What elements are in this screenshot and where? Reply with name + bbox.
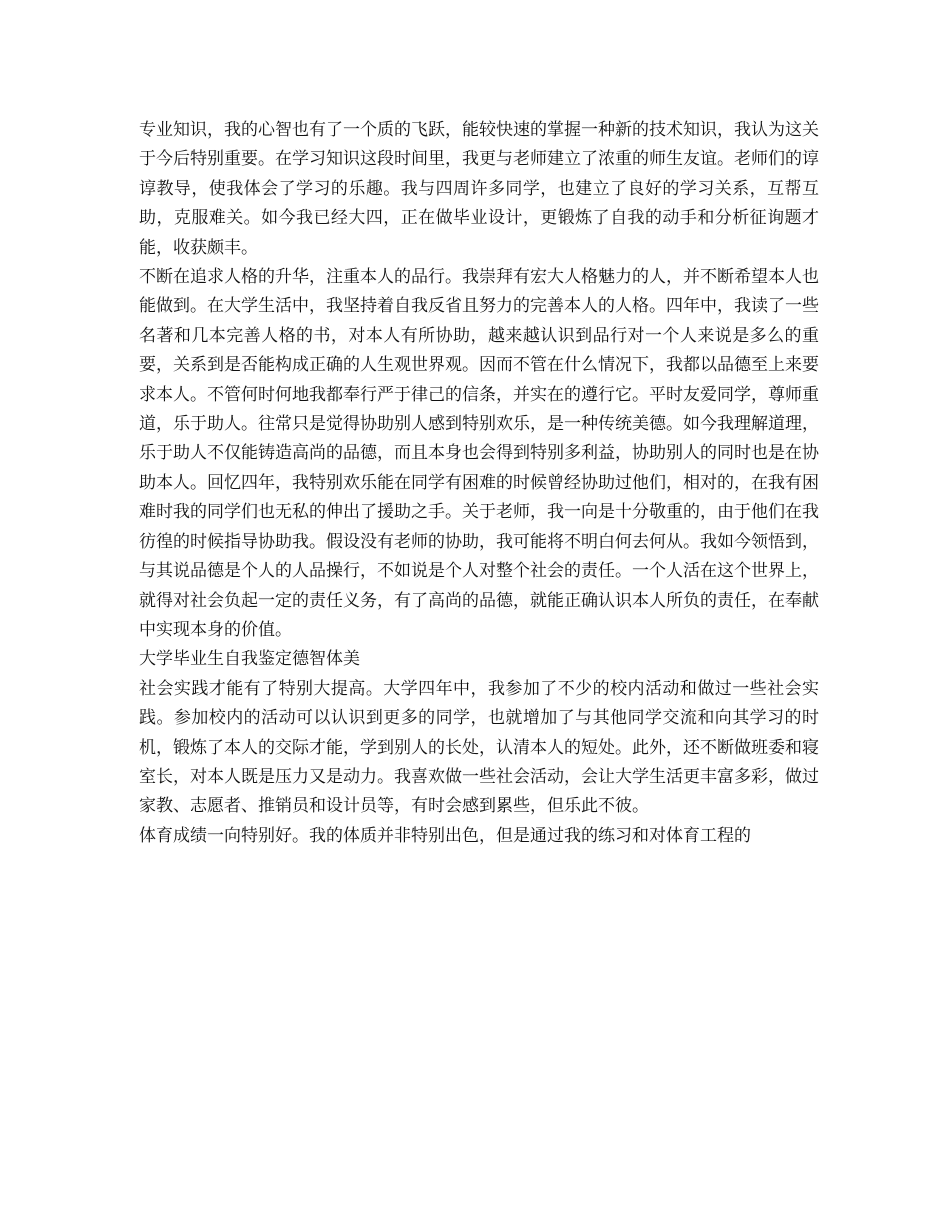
paragraph-sports: 体育成绩一向特别好。我的体质并非特别出色，但是通过我的练习和对体育工程的 bbox=[139, 825, 751, 846]
paragraph-character: 不断在追求人格的升华，注重本人的品行。我崇拜有宏大人格魅力的人，并不断希望本人也能做到。在大学生活中，我坚持着自我反省且努力的完善本人的人格。四年中，我读了一些名著和几本完善人格的书，对本人有所协助，越来越认识到品行对一个人来说是多么的重要，关系到是否能构成正确的人生观世界观。因而不管在什么情况下，我都以品德至上来要求本人。不管何时何地我都奉行严于律己的信条，并实在的遵行它。平时友爱同学，尊师重道，乐于助人。往常只是觉得协助别人感到特别欢乐，是一种传统美德。如今我理解道理，乐于助人不仅能铸造高尚的品德，而且本身也会得到特别多利益，协助别人的同时也是在协助本人。回忆四年，我特别欢乐能在同学有困难的时候曾经协助过他们，相对的，在我有困难时我的同学们也无私的伸出了援助之手。关于老师，我一向是十分敬重的，由于他们在我彷徨的时候指导协助我。假设没有老师的协助，我可能将不明白何去何从。我如今领悟到，与其说品德是个人的人品操行，不如说是个人对整个社会的责任。一个人活在这个世界上，就得对社会负起一定的责任义务，有了高尚的品德，就能正确认识本人所负的责任，在奉献中实现本身的价值。 bbox=[139, 267, 819, 640]
paragraph-social-practice: 社会实践才能有了特别大提高。大学四年中，我参加了不少的校内活动和做过一些社会实践。参加校内的活动可以认识到更多的同学，也就增加了与其他同学交流和向其学习的时机，锻炼了本人的交际才能，学到别人的长处，认清本人的短处。此外，还不断做班委和寝室长，对本人既是压力又是动力。我喜欢做一些社会活动，会让大学生活更丰富多彩，做过家教、志愿者、推销员和设计员等，有时会感到累些，但乐此不彼。 bbox=[139, 678, 819, 817]
section-heading: 大学毕业生自我鉴定德智体美 bbox=[139, 649, 360, 670]
document-body bbox=[139, 116, 819, 851]
paragraph-knowledge: 专业知识，我的心智也有了一个质的飞跃，能较快速的掌握一种新的技术知识，我认为这关于今后特别重要。在学习知识这段时间里，我更与老师建立了浓重的师生友谊。老师们的谆谆教导，使我体会了学习的乐趣。我与四周许多同学，也建立了良好的学习关系，互帮互助，克服难关。如今我已经大四，正在做毕业设计，更锻炼了自我的动手和分析征询题才能，收获颇丰。 bbox=[139, 120, 819, 258]
